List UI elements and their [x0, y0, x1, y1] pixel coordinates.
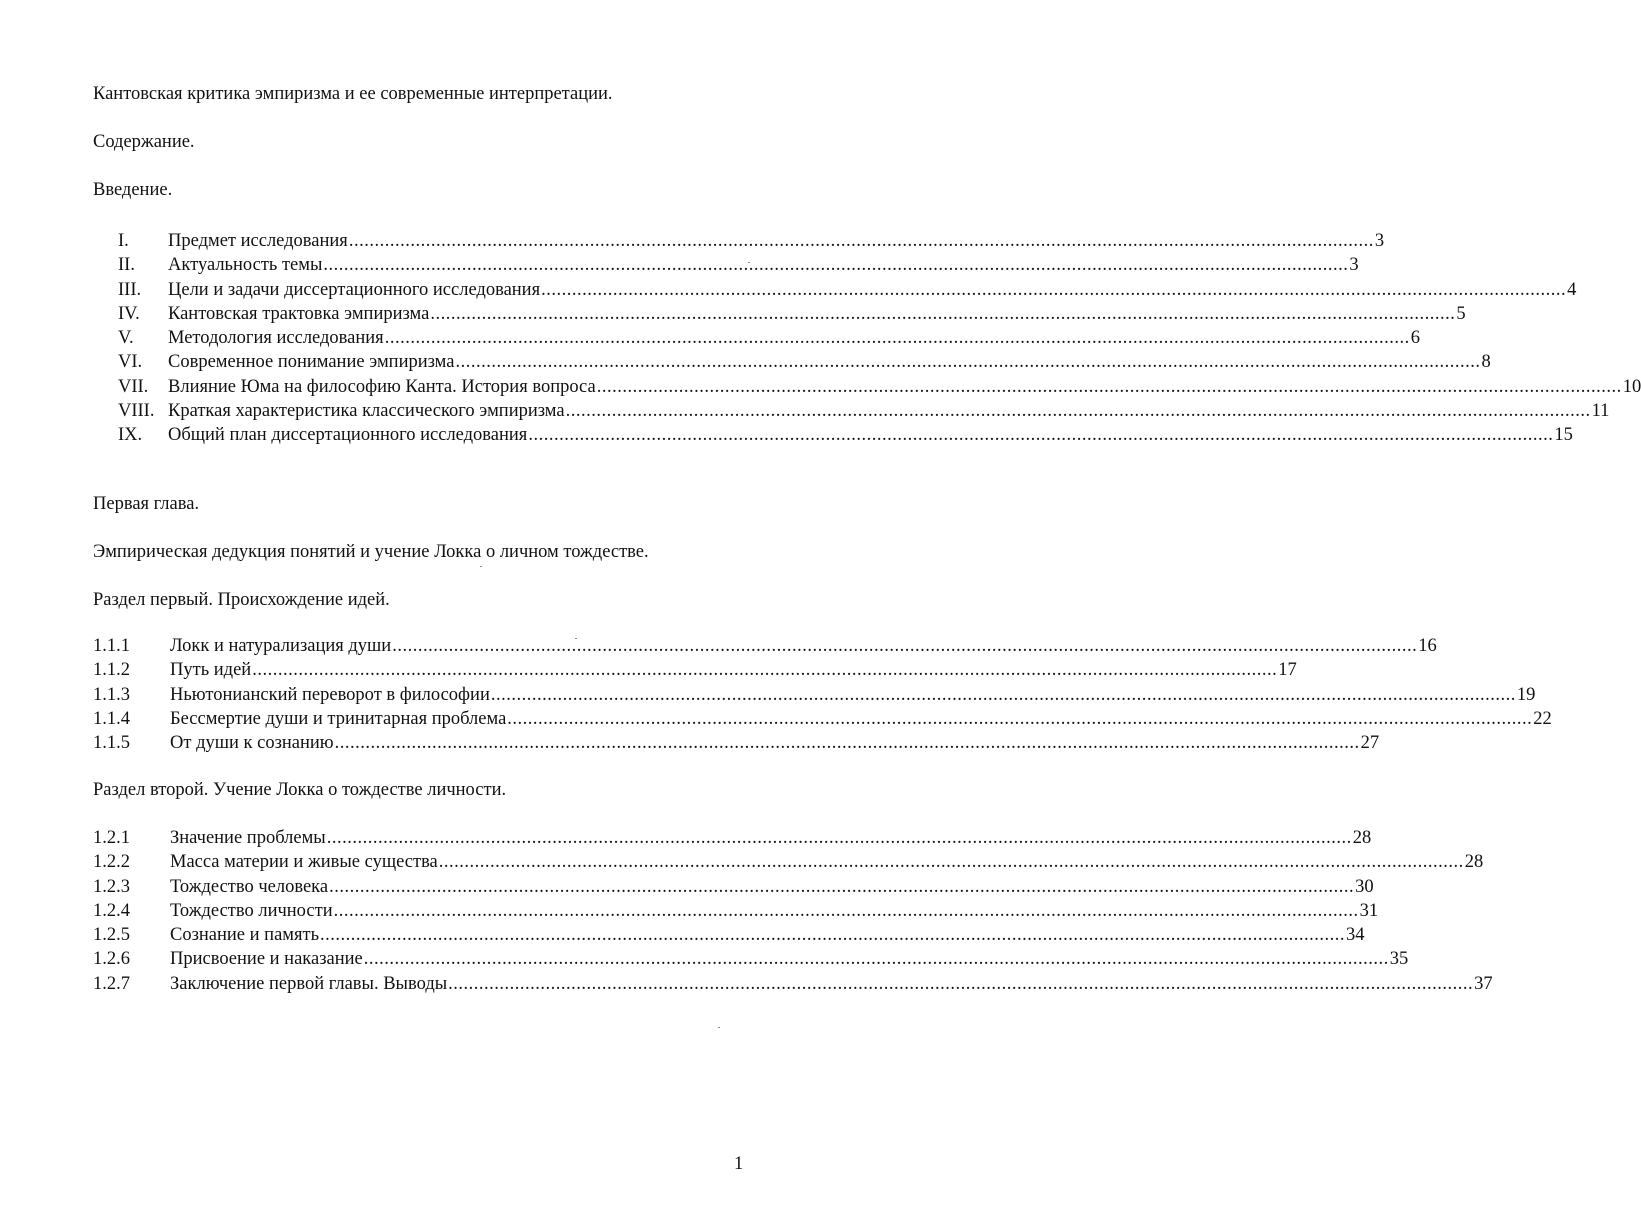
section2-toc [93, 826, 1493, 996]
dot-leader [322, 253, 1349, 277]
dot-leader [334, 731, 1361, 755]
toc-entry [93, 731, 1380, 755]
toc-entry-page: 10 [1622, 376, 1641, 397]
toc-entry [93, 850, 1484, 874]
toc-entry [118, 423, 1573, 447]
toc-entry [118, 399, 1610, 423]
toc-entry [93, 683, 1536, 707]
toc-entry-title: Влияние Юма на философию Канта. История вопроса [168, 376, 596, 397]
dot-leader [506, 707, 1533, 731]
toc-entry-number: I. [118, 231, 129, 251]
toc-entry-number: 1.1.5 [93, 733, 130, 754]
dot-leader [454, 350, 1481, 374]
toc-entry-title: Общий план диссертационного исследования [168, 425, 528, 446]
scan-speck [480, 566, 482, 567]
toc-entry-page: 22 [1533, 708, 1552, 729]
toc-entry-number: III. [118, 279, 142, 300]
toc-entry [93, 947, 1409, 971]
section2-heading: Раздел второй. Учение Локка о тождестве личности. [93, 780, 507, 800]
toc-entry-page: 19 [1516, 684, 1536, 705]
toc-entry-page: 37 [1474, 973, 1493, 994]
toc-entry-page: 8 [1481, 352, 1491, 373]
dot-leader [363, 947, 1390, 971]
introduction-toc [118, 229, 1641, 448]
toc-entry [118, 375, 1641, 399]
toc-entry-page: 16 [1418, 636, 1437, 656]
toc-entry [118, 350, 1491, 374]
toc-entry-page: 31 [1359, 900, 1379, 921]
dot-leader [565, 399, 1592, 423]
toc-entry-title: Значение проблемы [170, 828, 326, 848]
toc-entry-page: 27 [1360, 733, 1380, 754]
toc-entry-page: 17 [1278, 660, 1297, 681]
toc-entry [93, 899, 1379, 923]
dot-leader [328, 875, 1355, 899]
dot-leader [527, 423, 1554, 447]
section1-toc [93, 634, 1552, 755]
toc-entry [93, 826, 1372, 850]
toc-entry-number: 1.1.3 [93, 684, 130, 705]
toc-entry-number: 1.2.3 [93, 876, 130, 897]
toc-entry-page: 28 [1352, 828, 1372, 848]
toc-entry-page: 34 [1346, 925, 1365, 946]
toc-entry-title: Заключение первой главы. Выводы [170, 973, 448, 994]
dot-leader [333, 899, 1360, 923]
chapter1-heading: Первая глава. [93, 494, 200, 514]
toc-entry-number: 1.1.4 [93, 708, 130, 729]
dot-leader [251, 658, 1278, 682]
scan-speck [748, 262, 750, 263]
toc-entry-number: VIII. [118, 401, 155, 422]
scan-speck [718, 1027, 720, 1028]
toc-entry-title: Масса материи и живые существа [170, 852, 438, 873]
toc-entry [93, 658, 1297, 682]
toc-entry [118, 229, 1385, 253]
dot-leader [540, 278, 1567, 302]
contents-heading: Содержание. [93, 132, 195, 152]
toc-entry-title: Локк и натурализация души [170, 636, 392, 656]
toc-entry-number: V. [118, 328, 134, 349]
dot-leader [447, 972, 1474, 996]
scan-speck [575, 638, 577, 639]
toc-entry-number: 1.2.5 [93, 925, 130, 946]
toc-entry [118, 326, 1420, 350]
toc-entry-page: 28 [1464, 852, 1484, 873]
document-title: Кантовская критика эмпиризма и ее современные интерпретации. [93, 84, 613, 104]
dot-leader [326, 826, 1353, 850]
toc-entry [93, 707, 1552, 731]
toc-entry [93, 634, 1437, 658]
toc-entry-title: От души к сознанию [170, 733, 334, 754]
toc-entry-title: Современное понимание эмпиризма [168, 352, 455, 373]
toc-entry-page: 35 [1389, 949, 1409, 970]
chapter1-title: Эмпирическая дедукция понятий и учение Локка о личном тождестве. [93, 542, 649, 562]
toc-entry-title: Актуальность темы [168, 255, 323, 276]
toc-entry-number: IV. [118, 303, 140, 324]
toc-entry-page: 3 [1349, 255, 1359, 276]
toc-entry [118, 278, 1577, 302]
toc-entry-title: Тождество человека [170, 876, 329, 897]
toc-entry-number: IX. [118, 425, 143, 446]
toc-entry-number: 1.2.4 [93, 900, 130, 921]
page-number: 1 [734, 1154, 744, 1174]
toc-entry-title: Ньютонианский переворот в философии [170, 684, 490, 705]
dot-leader [438, 850, 1465, 874]
toc-entry-number: 1.2.7 [93, 973, 130, 994]
introduction-heading: Введение. [93, 180, 173, 200]
toc-entry-number: VI. [118, 352, 143, 373]
dot-leader [596, 375, 1623, 399]
toc-entry-title: Путь идей [170, 660, 252, 681]
dot-leader [348, 229, 1375, 253]
toc-entry-number: 1.1.1 [93, 636, 130, 656]
toc-entry-title: Кантовская трактовка эмпиризма [168, 303, 430, 324]
toc-entry-title: Бессмертие души и тринитарная проблема [170, 708, 507, 729]
toc-entry-page: 11 [1591, 401, 1610, 422]
toc-entry [118, 302, 1466, 326]
toc-entry-title: Присвоение и наказание [170, 949, 363, 970]
toc-entry-number: 1.1.2 [93, 660, 130, 681]
toc-entry [118, 253, 1359, 277]
toc-entry-page: 4 [1567, 279, 1577, 300]
toc-entry-title: Тождество личности [170, 900, 333, 921]
toc-entry-page: 6 [1410, 328, 1420, 349]
toc-entry-title: Методология исследования [168, 328, 384, 349]
toc-entry-title: Сознание и память [170, 925, 320, 946]
toc-entry [93, 972, 1493, 996]
dot-leader [319, 923, 1346, 947]
toc-entry-title: Предмет исследования [168, 231, 348, 251]
toc-entry-page: 5 [1456, 303, 1466, 324]
dot-leader [391, 634, 1418, 658]
dot-leader [429, 302, 1456, 326]
toc-entry-number: II. [118, 255, 135, 276]
toc-entry-title: Цели и задачи диссертационного исследования [168, 279, 541, 300]
section1-heading: Раздел первый. Происхождение идей. [93, 590, 390, 610]
dot-leader [384, 326, 1411, 350]
dot-leader [490, 683, 1517, 707]
toc-entry-number: VII. [118, 376, 149, 397]
toc-entry [93, 923, 1365, 947]
toc-entry-page: 3 [1374, 231, 1385, 251]
toc-entry-page: 30 [1355, 876, 1374, 897]
toc-entry-title: Краткая характеристика классического эмпиризма [168, 401, 565, 422]
toc-entry-number: 1.2.1 [93, 828, 130, 848]
toc-entry [93, 875, 1374, 899]
toc-entry-number: 1.2.6 [93, 949, 130, 970]
toc-entry-page: 15 [1554, 425, 1573, 446]
toc-entry-number: 1.2.2 [93, 852, 130, 873]
